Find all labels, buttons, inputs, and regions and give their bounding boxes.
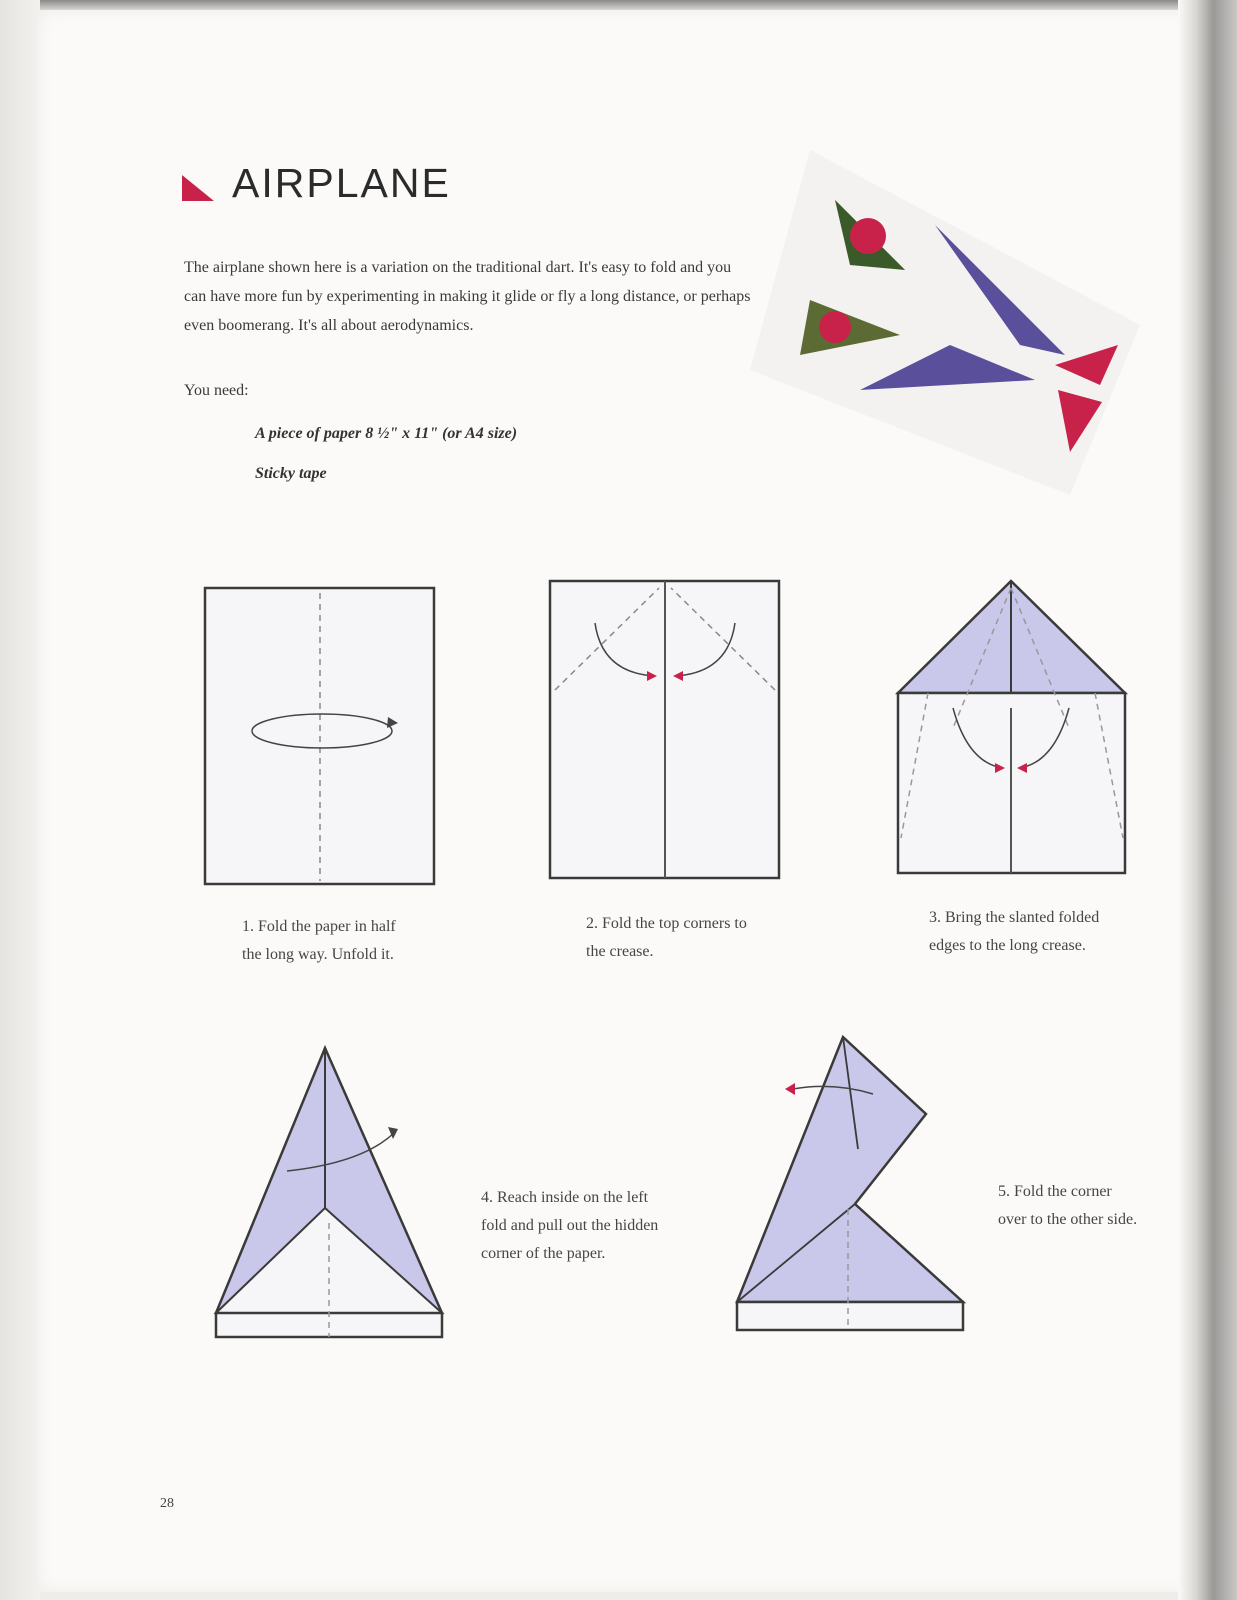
- material-item: A piece of paper 8 ½" x 11" (or A4 size): [255, 425, 518, 442]
- page-title: AIRPLANE: [232, 160, 451, 206]
- step-1-diagram: [202, 585, 438, 887]
- step-5-caption: 5. Fold the corner over to the other side.: [998, 1183, 1138, 1228]
- airplane-photo: [740, 140, 1150, 500]
- step-5-diagram: [733, 1034, 969, 1334]
- step-2-caption: 2. Fold the top corners to the crease.: [586, 915, 747, 960]
- step-3-caption: 3. Bring the slanted folded edges to the long crease.: [929, 909, 1100, 954]
- book-spine-shadow: [1178, 0, 1237, 1600]
- step-3-diagram: [893, 578, 1129, 878]
- step-2-diagram: [547, 578, 783, 882]
- step-4-diagram: [212, 1043, 448, 1341]
- materials-list: [255, 414, 517, 494]
- intro-paragraph: The airplane shown here is a variation on the traditional dart. It's easy to fold and you can have more fun by experimenting in making it glide or fly a long distance, or perhaps even boomerang. It's all about aerodynamics.: [184, 259, 751, 334]
- page-heading: [182, 160, 451, 207]
- needs-label: You need:: [184, 382, 249, 399]
- triangle-marker-icon: [182, 165, 220, 203]
- step-4-caption: 4. Reach inside on the left fold and pull out the hidden corner of the paper.: [481, 1189, 659, 1262]
- material-item: Sticky tape: [255, 465, 327, 482]
- book-gutter-edge: [0, 0, 40, 1600]
- page-top-edge: [40, 0, 1237, 10]
- step-1-caption: 1. Fold the paper in half the long way. Unfold it.: [242, 918, 396, 963]
- page-number: 28: [160, 1496, 174, 1511]
- fold-arrow-icon: [785, 1083, 795, 1095]
